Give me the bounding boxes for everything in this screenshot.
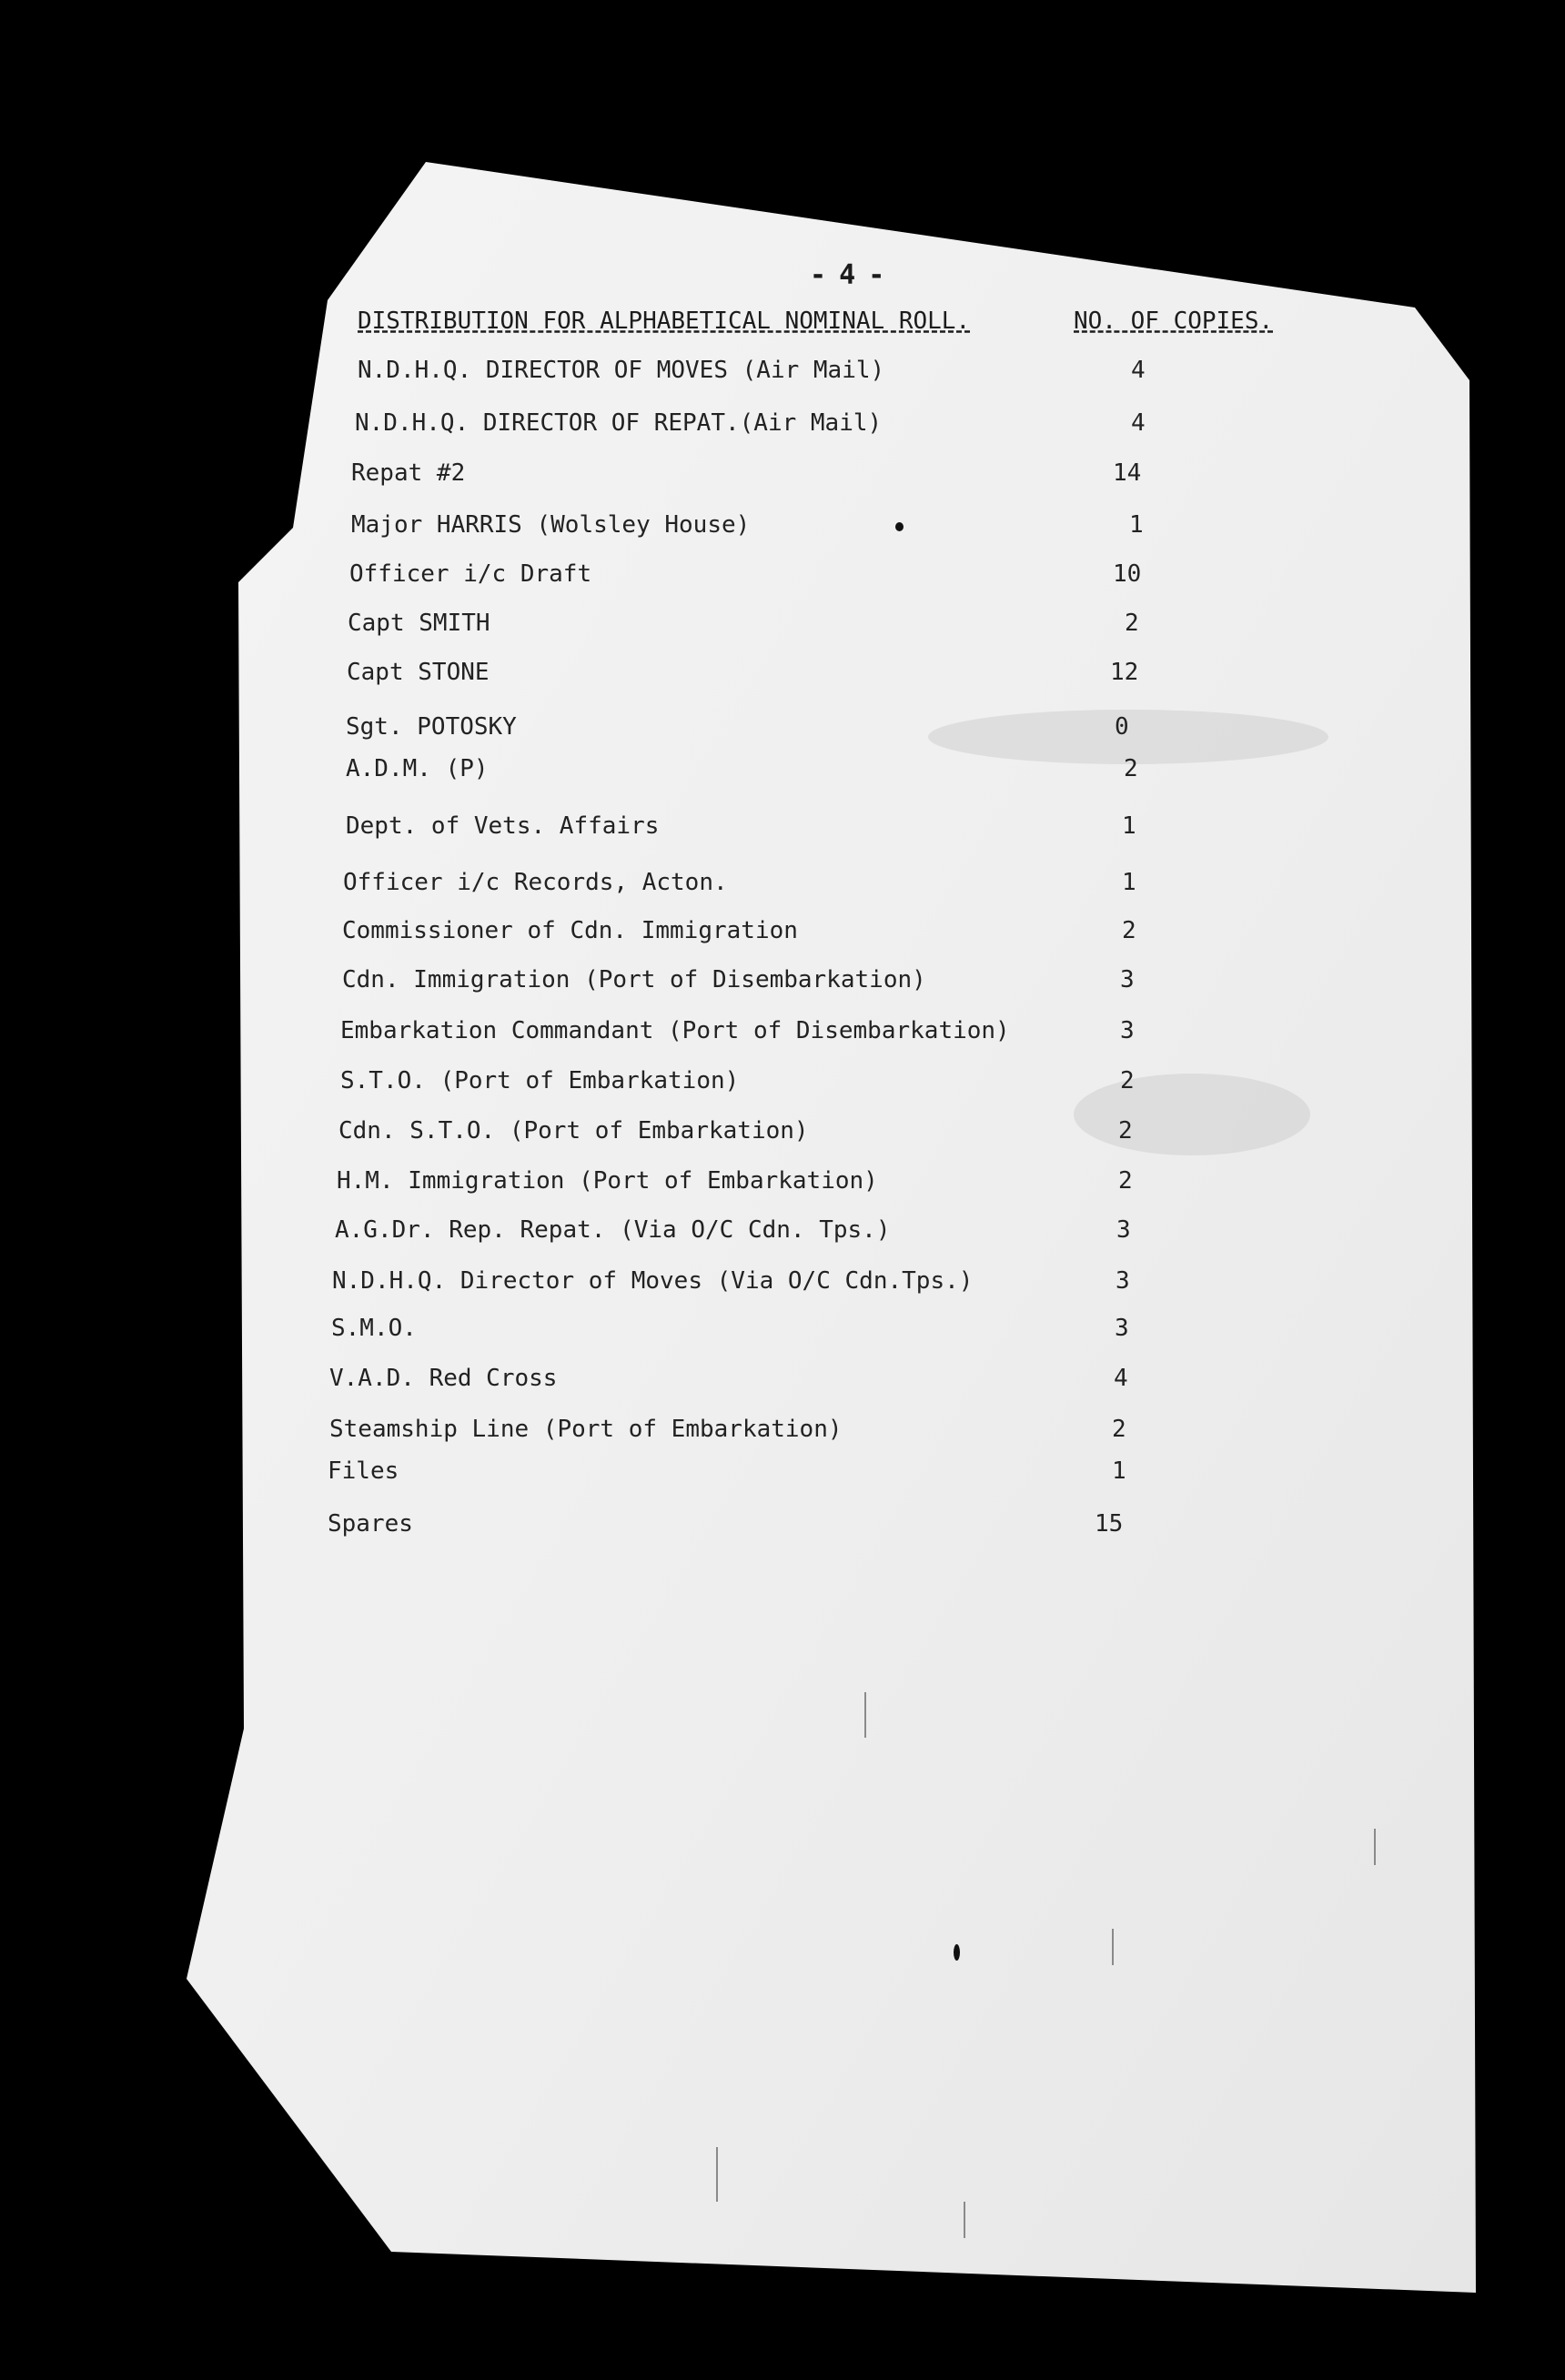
copy-count: 15 (1095, 1510, 1124, 1538)
copy-count: 1 (1112, 1457, 1126, 1485)
recipient-name: N.D.H.Q. DIRECTOR OF MOVES (Air Mail) (358, 357, 885, 384)
recipient-name: S.T.O. (Port of Embarkation) (340, 1067, 740, 1094)
recipient-name: Dept. of Vets. Affairs (346, 812, 660, 840)
copy-count: 2 (1112, 1416, 1126, 1443)
distribution-row (0, 1315, 1565, 1351)
copy-count: 3 (1116, 1267, 1130, 1295)
recipient-name: Files (328, 1457, 399, 1485)
copy-count: 2 (1120, 1067, 1135, 1094)
copy-count: 3 (1120, 966, 1135, 993)
distribution-row (0, 1117, 1565, 1154)
recipient-name: Commissioner of Cdn. Immigration (342, 917, 798, 944)
distribution-row (0, 610, 1565, 646)
distribution-row (0, 917, 1565, 953)
distribution-row (0, 1365, 1565, 1401)
ink-dot (895, 522, 904, 531)
copy-count: 0 (1115, 713, 1129, 741)
copy-count: 1 (1129, 511, 1144, 539)
recipient-name: Capt STONE (347, 659, 490, 686)
recipient-name: Cdn. Immigration (Port of Disembarkation) (342, 966, 926, 993)
distribution-row (0, 659, 1565, 695)
copy-count: 3 (1120, 1017, 1135, 1044)
distribution-row (0, 409, 1565, 446)
distribution-row (0, 869, 1565, 905)
distribution-row (0, 1017, 1565, 1054)
paper-scratch (716, 2147, 718, 2202)
distribution-row (0, 1510, 1565, 1547)
copy-count: 2 (1125, 610, 1139, 637)
distribution-row (0, 357, 1565, 393)
distribution-row (0, 459, 1565, 496)
distribution-row (0, 966, 1565, 1003)
distribution-row (0, 713, 1565, 750)
recipient-name: Steamship Line (Port of Embarkation) (329, 1416, 843, 1443)
copy-count: 10 (1113, 560, 1142, 588)
copy-count: 2 (1118, 1117, 1133, 1145)
distribution-row (0, 755, 1565, 792)
copy-count: 12 (1110, 659, 1139, 686)
paper-scratch (1112, 1929, 1114, 1965)
recipient-name: Repat #2 (351, 459, 466, 487)
distribution-row (0, 812, 1565, 849)
distribution-row (0, 1416, 1565, 1452)
recipient-name: Capt SMITH (348, 610, 490, 637)
copy-count: 1 (1122, 812, 1136, 840)
copy-count: 14 (1113, 459, 1142, 487)
recipient-name: V.A.D. Red Cross (329, 1365, 558, 1392)
recipient-name: N.D.H.Q. DIRECTOR OF REPAT.(Air Mail) (355, 409, 883, 437)
distribution-row (0, 1457, 1565, 1494)
copy-count: 2 (1118, 1167, 1133, 1195)
recipient-name: H.M. Immigration (Port of Embarkation) (337, 1167, 878, 1195)
copy-count: 4 (1114, 1365, 1128, 1392)
distribution-row (0, 560, 1565, 597)
paper-scratch (1374, 1829, 1376, 1865)
distribution-row (0, 1267, 1565, 1304)
copy-count: 4 (1131, 357, 1146, 384)
copy-count: 4 (1131, 409, 1146, 437)
copy-count: 2 (1122, 917, 1136, 944)
page-number: - 4 - (810, 259, 883, 291)
paper-scratch (964, 2202, 965, 2238)
recipient-name: Officer i/c Draft (349, 560, 592, 588)
distribution-title: DISTRIBUTION FOR ALPHABETICAL NOMINAL ROLL. (358, 308, 971, 335)
recipient-name: Embarkation Commandant (Port of Disembarkation) (340, 1017, 1010, 1044)
copy-count: 3 (1115, 1315, 1129, 1342)
recipient-name: Major HARRIS (Wolsley House) (351, 511, 751, 539)
recipient-name: Sgt. POTOSKY (346, 713, 517, 741)
recipient-name: A.G.Dr. Rep. Repat. (Via O/C Cdn. Tps.) (335, 1216, 891, 1244)
recipient-name: S.M.O. (331, 1315, 417, 1342)
recipient-name: Cdn. S.T.O. (Port of Embarkation) (338, 1117, 809, 1145)
copy-count: 3 (1116, 1216, 1131, 1244)
distribution-row (0, 1067, 1565, 1104)
recipient-name: Officer i/c Records, Acton. (343, 869, 728, 896)
recipient-name: Spares (328, 1510, 413, 1538)
ink-dot (954, 1944, 960, 1961)
distribution-row (0, 1167, 1565, 1204)
recipient-name: A.D.M. (P) (346, 755, 489, 782)
copy-count: 1 (1122, 869, 1136, 896)
paper-scratch (864, 1692, 866, 1738)
distribution-row (0, 511, 1565, 548)
distribution-row (0, 1216, 1565, 1253)
recipient-name: N.D.H.Q. Director of Moves (Via O/C Cdn.Tps.) (332, 1267, 974, 1295)
copy-count: 2 (1124, 755, 1138, 782)
copies-column-header: NO. OF COPIES. (1074, 308, 1274, 335)
